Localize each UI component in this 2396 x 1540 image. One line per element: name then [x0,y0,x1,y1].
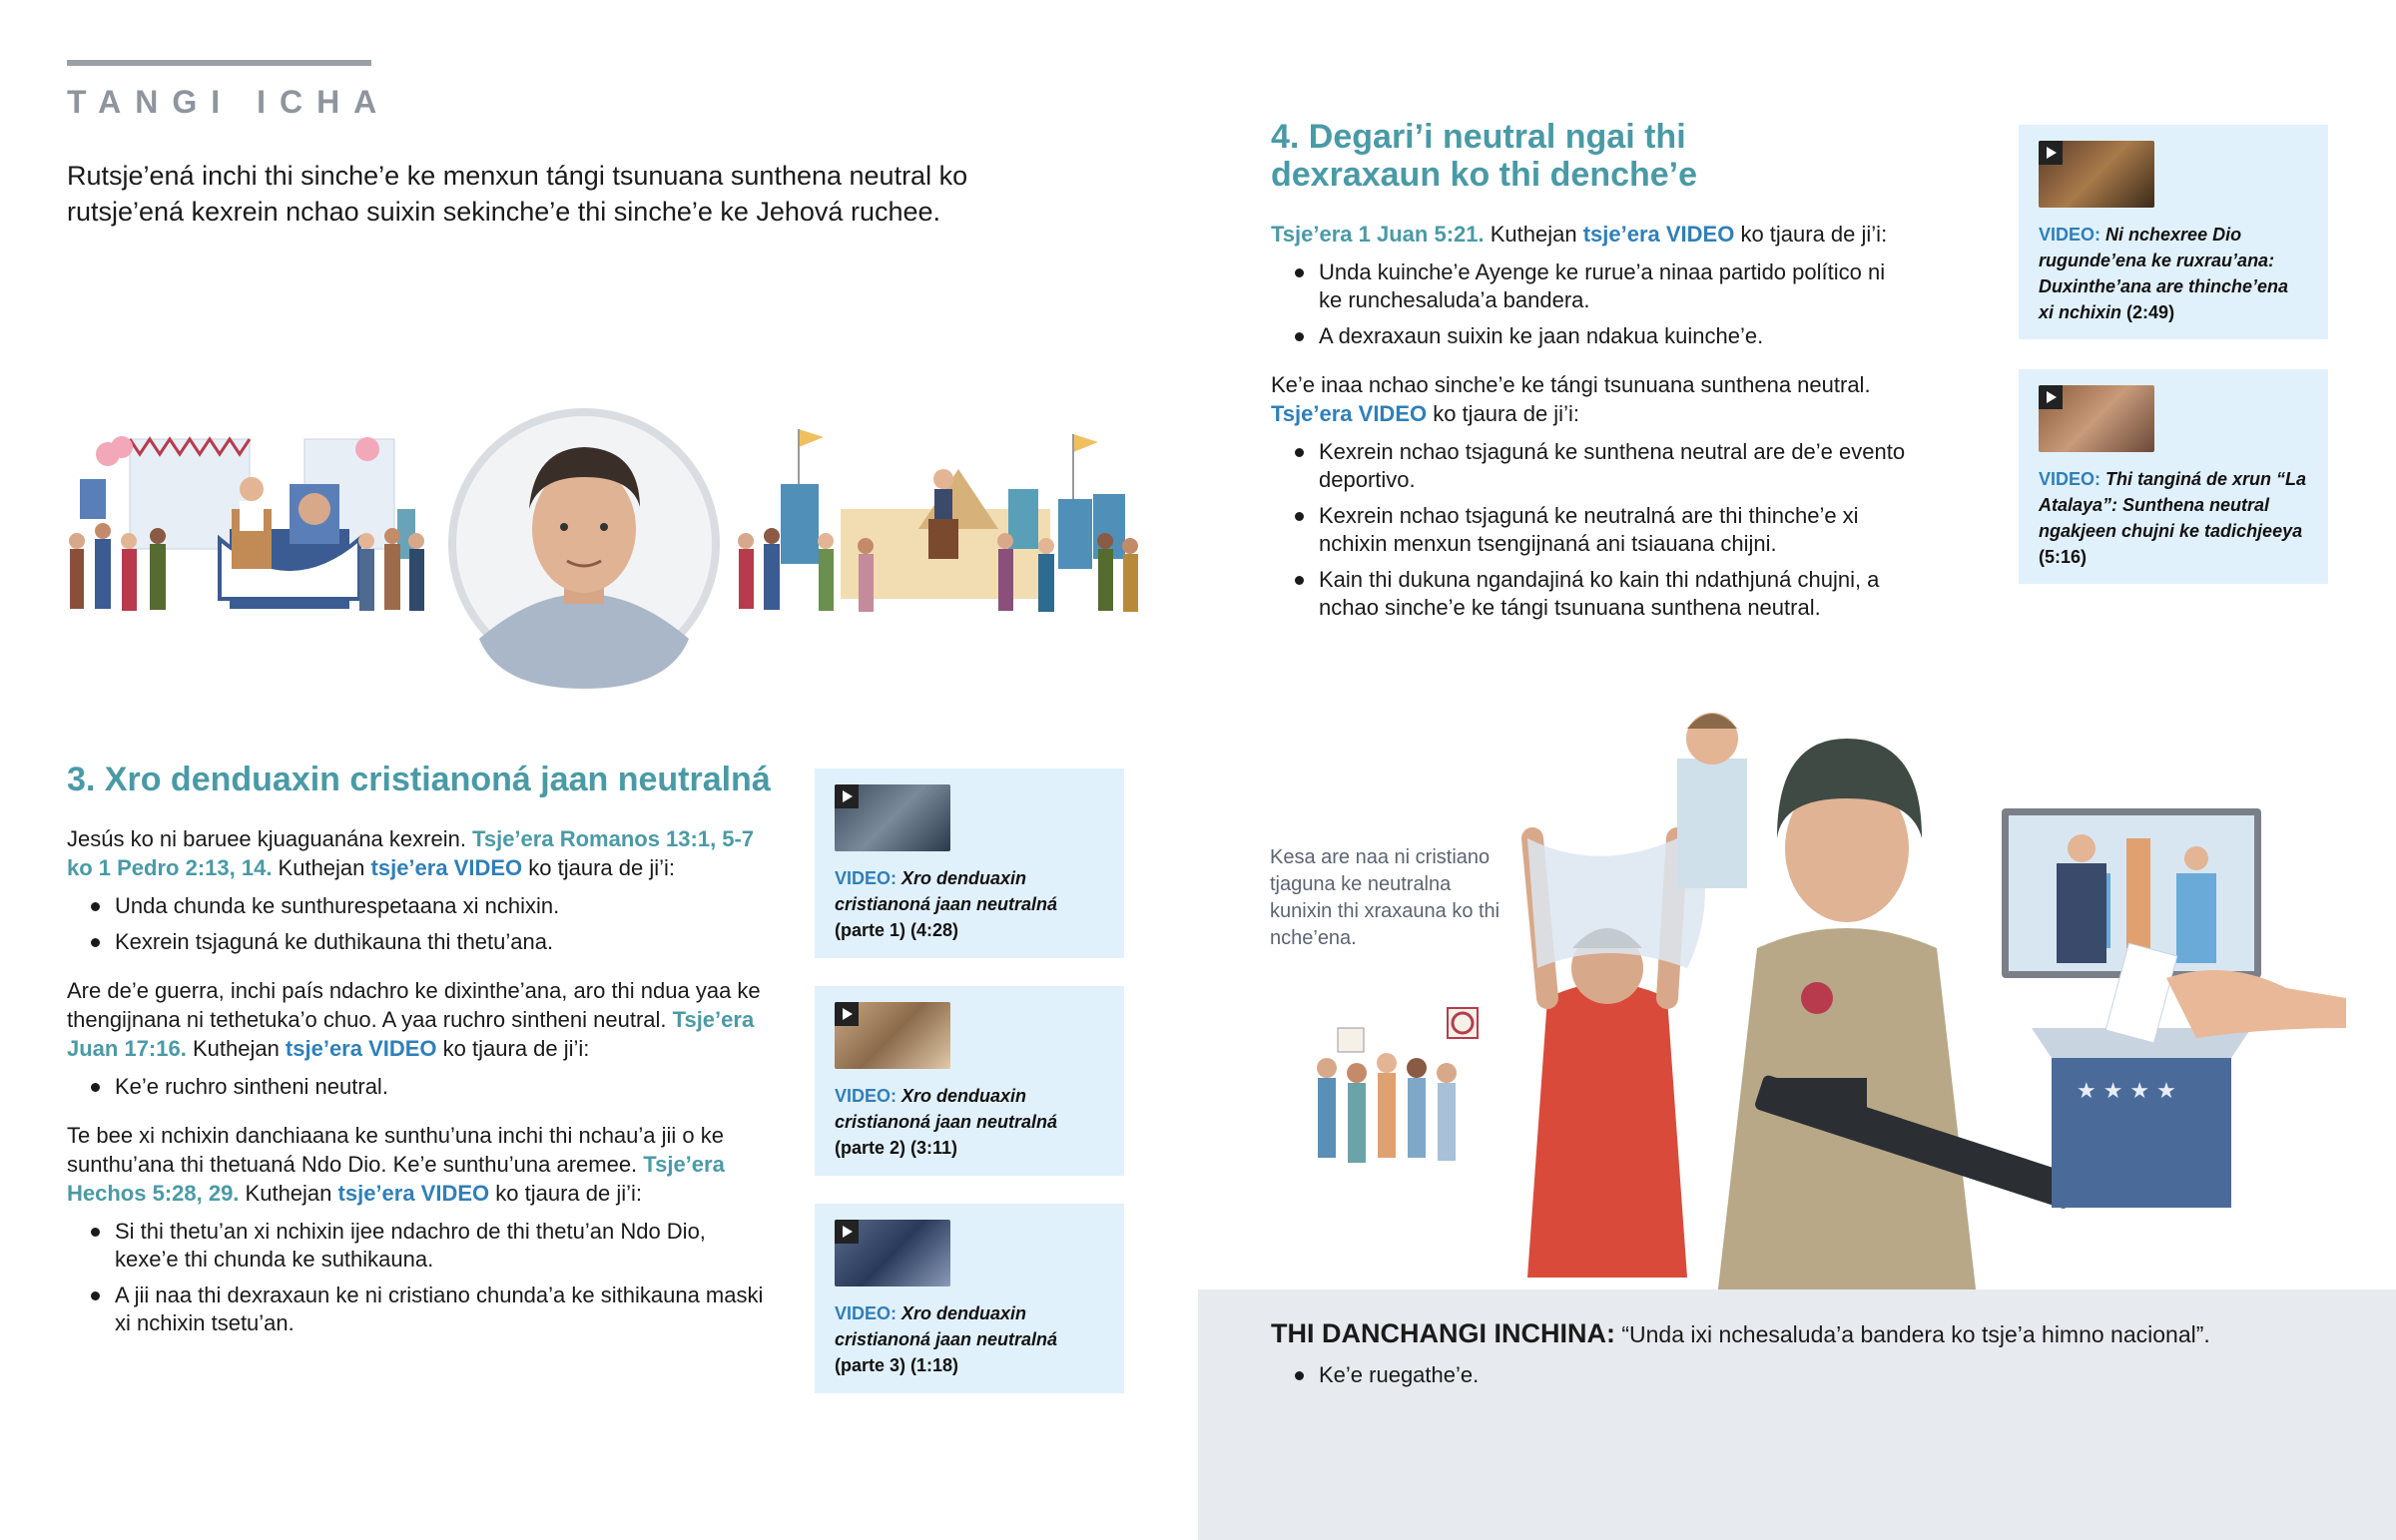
text: Kuthejan [272,855,371,880]
video-label: VIDEO: [2039,469,2101,489]
scripture-link[interactable]: Tsje’era Hechos 5:28, 29. [67,1152,725,1206]
text: Te bee xi nchixin danchiaana ke sunthu’una inchi thi nchau’a jii o ke sunthu’ana thi thetuaná Ndo Dio. Ke’e sunthu’una aremee. [67,1123,724,1177]
text: Are de’e guerra, inchi país ndachro ke dixinthe’ana, aro thi ndua yaa ke thengijnana ni tethetuka’o chuo. A yaa ruchro sintheni neutral. [67,978,761,1032]
discussion-bullets [1271,1361,2269,1397]
section-4-paragraph-2 [1271,370,1910,428]
video-duration: (parte 1) (4:28) [835,920,959,940]
video-card-3[interactable] [815,1204,1124,1393]
list-item: Ke’e ruchro sintheni neutral. [67,1073,766,1101]
illustration-caption: Kesa are naa ni cristiano tjaguna ke neutralna kunixin thi xraxauna ko thi nche’ena. [1270,846,1500,949]
text: ko tjaura de ji’i: [1734,222,1888,247]
discussion-label: THI DANCHANGI INCHINA: [1271,1318,1615,1348]
video-thumbnail[interactable] [835,784,950,851]
video-link[interactable]: tsje’era VIDEO [1582,222,1735,247]
text: ko tjaura de ji’i: [1427,401,1579,426]
video-caption [835,1083,1104,1161]
video-thumbnail[interactable] [2039,385,2154,452]
section-4-paragraph-1 [1271,220,1910,249]
play-icon[interactable] [2039,141,2063,165]
saluting-boy [1677,713,1747,888]
video-duration: (2:49) [2126,302,2175,322]
video-duration: (parte 3) (1:18) [835,1355,959,1375]
text: Kuthejan [1484,222,1583,247]
section-4-body [1271,220,1910,630]
protest-group [1317,1008,1478,1163]
video-title: Thi tanginá de xrun “La Atalaya”: Sunthena neutral ngakjeen chujni ke tadichjeeya [2039,469,2307,541]
video-label: VIDEO: [835,1086,898,1106]
list-item: A jii naa thi dexraxaun ke ni cristiano chunda’a ke sithikauna maski xi nchixin tsetu’an. [67,1282,766,1337]
scripture-link[interactable]: Tsje’era Juan 17:16. [67,1007,755,1061]
discussion-panel [1198,1289,2396,1540]
page-heading: TANGI ICHA [67,84,391,120]
section-3-paragraph-3 [67,1121,766,1208]
text: ko tjaura de ji’i: [489,1181,643,1206]
video-duration: (5:16) [2039,547,2088,567]
text: Kuthejan [186,1036,286,1061]
list-item: Si thi thetu’an xi nchixin ijee ndachro de thi thetu’an Ndo Dio, kexe’e thi chunda ke suthikauna. [67,1218,766,1274]
sports-fan [1527,828,1705,1278]
title-line: 4. Degari’i neutral ngai thi [1271,118,1686,156]
video-label: VIDEO: [835,1303,898,1323]
list-item: Kexrein tsjaguná ke duthikauna thi thetu’ana. [67,928,766,956]
video-title: Ni nchexree Dio rugunde’ena ke ruxrau’ana: Duxinthe’ana are thinche’ena xi nchixin [2039,225,2289,322]
discussion-line [1271,1317,2369,1350]
intro-text: Rutsje’ená inchi thi sinche’e ke menxun tángi tsunuana sunthena neutral ko rutsje’ená kexrein nchao suixin sekinche’e thi sinche’e ke Jehová ruchee. [67,161,968,227]
section-4-bullets-2 [1271,438,1910,622]
video-card-5[interactable] [2019,369,2328,584]
video-duration: (parte 2) (3:11) [835,1138,958,1158]
rally-illustration [60,399,1158,689]
list-item: Kexrein nchao tsjaguná ke neutralná are thi thinche’e xi nchixin menxun tsengijnaná ani tsiauana chijni. [1271,502,1910,558]
list-item: Kain thi dukuna ngandajiná ko kain thi ndathjuná chujni, a nchao sinche’e ke tángi tsunuana sunthena neutral. [1271,566,1910,622]
video-link[interactable]: tsje’era VIDEO [337,1181,490,1206]
video-title: Xro denduaxin cristianoná jaan neutralná [835,868,1058,914]
video-card-2[interactable] [815,986,1124,1176]
section-3-paragraph-2 [67,976,766,1063]
video-caption [835,865,1104,943]
video-thumbnail[interactable] [835,1220,950,1286]
list-item: Unda kuinche’e Ayenge ke rurue’a ninaa partido político ni ke runchesaluda’a bandera. [1271,258,1910,314]
video-card-1[interactable] [815,769,1124,958]
scripture-link[interactable]: Tsje’era 1 Juan 5:21. [1271,222,1485,247]
play-icon[interactable] [835,784,859,808]
video-caption [2039,222,2308,325]
list-item: Kexrein nchao tsjaguná ke sunthena neutral are de’e evento deportivo. [1271,438,1910,494]
section-3-paragraph-1 [67,824,766,882]
video-caption [835,1300,1104,1378]
play-icon[interactable] [2039,385,2063,409]
svg-text:★ ★ ★ ★: ★ ★ ★ ★ [2077,1079,2176,1104]
section-4-bullets-1 [1271,258,1910,350]
video-label: VIDEO: [2039,225,2101,245]
section-4-title [1271,118,1697,194]
scripture-link[interactable]: Tsje’era Romanos 13:1, 5-7 ko 1 Pedro 2:13, 14. [67,826,755,880]
discussion-quote: “Unda ixi nchesaluda’a bandera ko tsje’a himno nacional”. [1614,1321,2210,1347]
section-3-bullets-1 [67,892,766,956]
section-3-title: 3. Xro denduaxin cristianoná jaan neutralná [67,761,771,798]
list-item: A dexraxaun suixin ke jaan ndakua kuinche’e. [1271,322,1910,350]
video-thumbnail[interactable] [835,1002,950,1069]
ballot-box [2032,943,2346,1208]
text: Ke’e inaa nchao sinche’e ke tángi tsunuana sunthena neutral. [1271,372,1871,397]
video-link[interactable]: Tsje’era VIDEO [1271,401,1428,426]
text: ko tjaura de ji’i: [436,1036,590,1061]
video-label: VIDEO: [835,868,898,888]
play-icon[interactable] [835,1220,859,1244]
video-link[interactable]: tsje’era VIDEO [285,1036,437,1061]
video-title: Xro denduaxin cristianoná jaan neutralná [835,1086,1058,1132]
video-card-4[interactable] [2019,125,2328,339]
portrait-man [448,408,720,689]
section-3-bullets-3 [67,1218,766,1337]
video-title: Xro denduaxin cristianoná jaan neutralná [835,1303,1058,1349]
video-thumbnail[interactable] [2039,141,2154,208]
play-icon[interactable] [835,1002,859,1026]
video-link[interactable]: tsje’era VIDEO [370,855,523,880]
text: ko tjaura de ji’i: [522,855,676,880]
heading-rule [67,60,371,66]
list-item: Unda chunda ke sunthurespetaana xi nchixin. [67,892,766,920]
list-item: Ke’e ruegathe’e. [1271,1361,2269,1389]
text: Jesús ko ni baruee kjuaguanána kexrein. [67,826,473,851]
video-caption [2039,466,2308,570]
title-line: dexraxaun ko thi denche’e [1271,156,1698,194]
section-3-body [67,824,766,1345]
section-3-bullets-2 [67,1073,766,1101]
neutrality-illustration [1298,699,2376,1297]
text: Kuthejan [239,1181,338,1206]
